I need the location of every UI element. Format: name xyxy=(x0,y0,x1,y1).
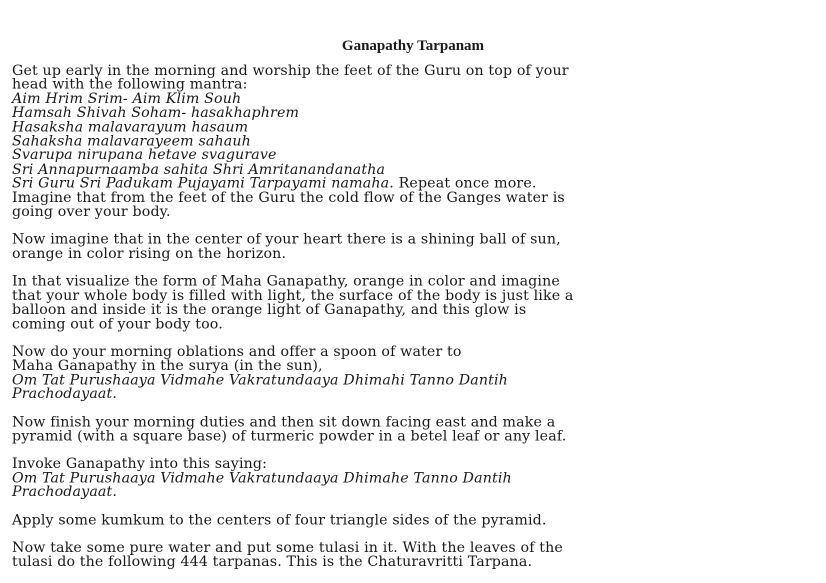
text-line xyxy=(12,457,818,471)
line-text: going over your body. xyxy=(12,204,171,220)
line-text: Prachodayaat. xyxy=(12,386,118,403)
document-title: Ganapathy Tarpanam xyxy=(341,38,485,54)
mantra-line xyxy=(12,92,818,106)
paragraph xyxy=(12,64,818,219)
paragraph xyxy=(12,233,818,261)
mantra-line xyxy=(12,471,818,485)
line-text: Prachodayaat. xyxy=(12,484,118,501)
line-text: Om Tat Purushaaya Vidmahe Vakratundaaya Dhimahi Tanno Dantih xyxy=(12,372,508,389)
line-text: Imagine that from the feet of the Guru the cold flow of the Ganges water is xyxy=(12,190,565,206)
line-text: Now imagine that in the center of your heart there is a shining ball of sun, xyxy=(12,232,561,248)
text-line xyxy=(12,303,818,317)
mantra-line xyxy=(12,373,818,387)
line-text: Apply some kumkum to the centers of four triangle sides of the pyramid. xyxy=(12,512,547,529)
line-text: Aim Hrim Srim- Aim Klim Souh xyxy=(12,91,242,107)
text-line xyxy=(12,247,818,261)
mantra-line xyxy=(12,486,818,500)
line-text: Get up early in the morning and worship the feet of the Guru on top of your xyxy=(12,63,569,79)
line-text: head with the following mantra: xyxy=(12,77,248,93)
line-text: Hamsah Shivah Soham- hasakhaphrem xyxy=(12,105,300,122)
line-text: Hasaksha malavarayum hasaum xyxy=(12,119,249,136)
paragraph xyxy=(12,275,818,331)
text-line xyxy=(12,64,818,78)
text-line xyxy=(12,191,818,205)
text-line xyxy=(12,78,818,92)
line-text: Sri Annapurnaamba sahita Shri Amritanandanatha xyxy=(12,161,386,178)
paragraph xyxy=(12,541,818,569)
mantra-line xyxy=(12,106,818,120)
text-line xyxy=(12,429,818,443)
document-body xyxy=(12,64,818,583)
text-line xyxy=(12,289,818,303)
mantra-line xyxy=(12,163,818,177)
line-text: Svarupa nirupana hetave svagurave xyxy=(12,147,277,164)
line-text: Now finish your morning duties and then sit down facing east and make a xyxy=(12,414,556,431)
text-line xyxy=(12,415,818,429)
paragraph xyxy=(12,345,818,401)
text-line xyxy=(12,317,818,331)
mantra-line xyxy=(12,135,818,149)
line-tail: . Repeat once more. xyxy=(389,175,537,192)
line-text: Now take some pure water and put some tulasi in it. With the leaves of the xyxy=(12,540,563,556)
line-text: Now do your morning oblations and offer a spoon of water to xyxy=(12,344,462,360)
text-line xyxy=(12,345,818,359)
paragraph xyxy=(12,415,818,443)
text-line xyxy=(12,359,818,373)
line-text: orange in color rising on the horizon. xyxy=(12,246,287,262)
text-line xyxy=(12,233,818,247)
mantra-line xyxy=(12,149,818,163)
line-text: that your whole body is filled with light, the surface of the body is just like a xyxy=(12,288,574,304)
line-text: Maha Ganapathy in the surya (in the sun), xyxy=(12,358,323,374)
line-text: balloon and inside it is the orange light of Ganapathy, and this glow is xyxy=(12,302,527,318)
mantra-line xyxy=(12,388,818,402)
mantra-line xyxy=(12,120,818,134)
line-text: In that visualize the form of Maha Ganapathy, orange in color and imagine xyxy=(12,273,560,290)
line-text: Sahaksha malavarayeem sahauh xyxy=(12,133,251,150)
line-text: Om Tat Purushaaya Vidmahe Vakratundaaya Dhimahe Tanno Dantih xyxy=(12,470,512,487)
text-line xyxy=(12,275,818,289)
paragraph xyxy=(12,513,818,527)
line-text: pyramid (with a square base) of turmeric powder in a betel leaf or any leaf. xyxy=(12,428,567,445)
line-text: tulasi do the following 444 tarpanas. This is the Chaturavritti Tarpana. xyxy=(12,554,533,571)
text-line xyxy=(12,205,818,219)
text-line xyxy=(12,555,818,569)
line-text: Invoke Ganapathy into this saying: xyxy=(12,456,268,473)
text-line xyxy=(12,513,818,527)
line-text: coming out of your body too. xyxy=(12,316,223,333)
text-line xyxy=(12,541,818,555)
paragraph xyxy=(12,457,818,499)
mantra-line xyxy=(12,177,818,191)
line-text: Sri Guru Sri Padukam Pujayami Tarpayami namaha xyxy=(12,175,390,192)
